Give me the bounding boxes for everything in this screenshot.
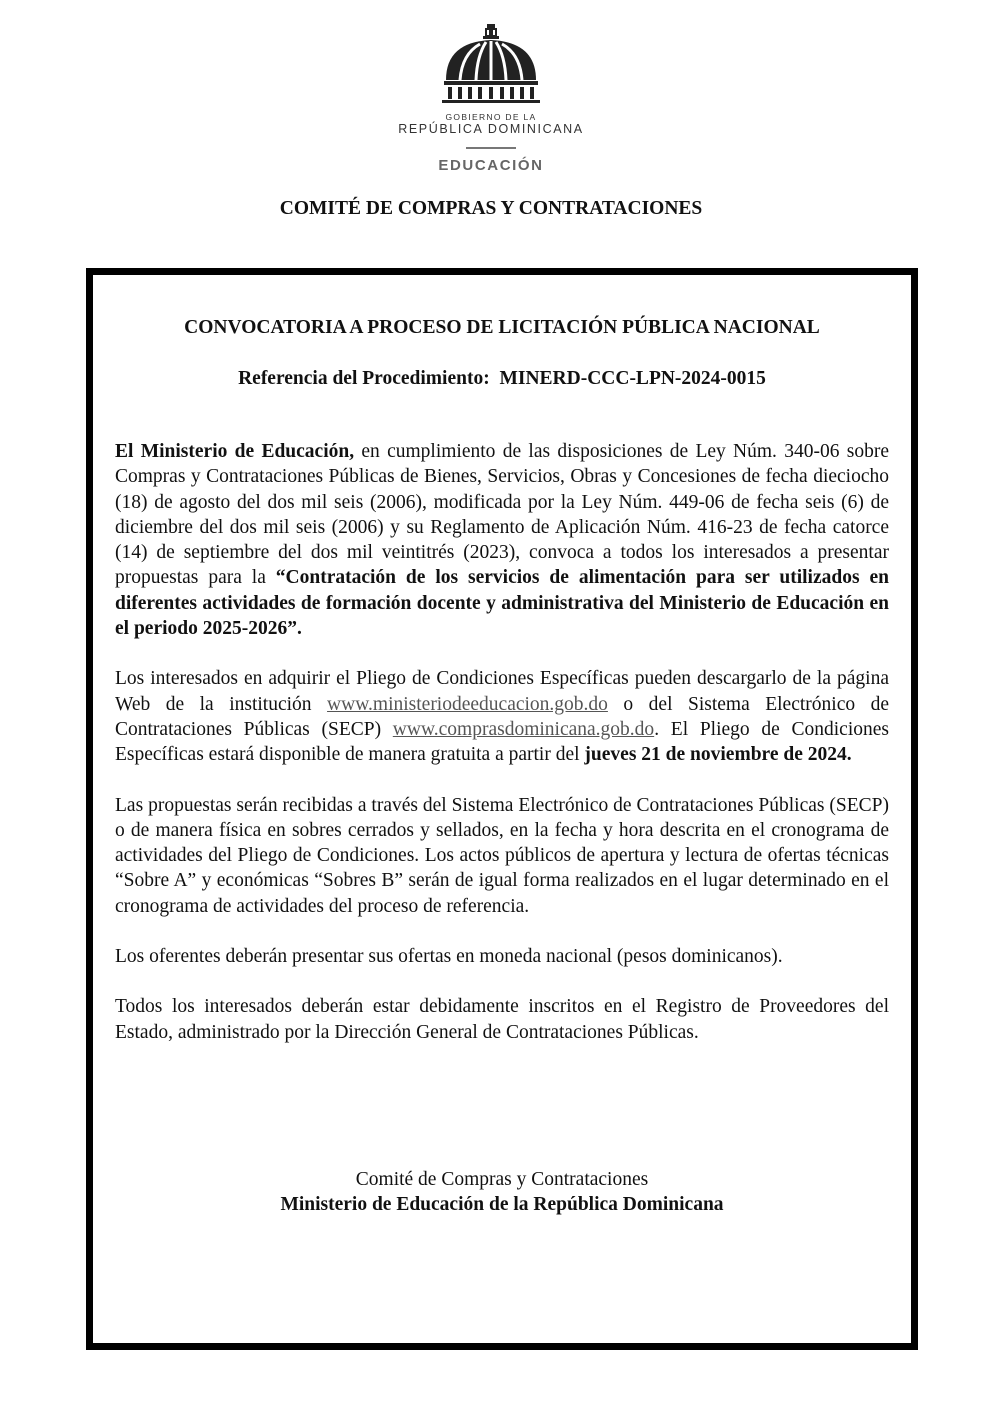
signature-organization: Ministerio de Educación de la República Dominicana (280, 1194, 724, 1215)
paragraph-download (115, 666, 889, 767)
convocation-text: en cumplimiento de las disposiciones de Ley Núm. 340-06 sobre Compras y Contrataciones Públicas de Bienes, Servicios, Obras y Concesiones de fecha dieciocho (18) de agosto del dos mil seis (2006), modificada por la Ley Núm. 449-06 de fecha seis (6) de diciembre del dos mil seis (2006) y su Reglamento de Aplicación Núm. 416-23 de fecha catorce (14) de septiembre del dos mil veintitrés (2023), convoca a todos los interesados a presentar propuestas para la (115, 441, 889, 589)
paragraph-registry: Todos los interesados deberán estar debidamente inscritos en el Registro de Proveedores del Estado, administrado por la Dirección General de Contrataciones Públicas. (115, 996, 889, 1043)
ministry-website-link[interactable]: www.ministeriodeeducacion.gob.do (327, 693, 608, 715)
signature-committee: Comité de Compras y Contrataciones (355, 1169, 649, 1190)
paragraph-reception: Las propuestas serán recibidas a través del Sistema Electrónico de Contrataciones Públicas (SECP) o de manera física en sobres cerrados y sellados, en la fecha y hora descrita en el cronograma de actividades del Pliego de Condiciones. Los actos públicos de apertura y lectura de ofertas técnicas “Sobre A” y económicas “Sobres B” serán de igual forma realizados en el lugar determinado en el cronograma de actividades del proceso de referencia. (115, 794, 889, 917)
procedure-reference (115, 368, 889, 390)
logo-subtitle: GOBIERNO DE LA (445, 112, 537, 122)
download-text-b: o del Sistema Electrónico de Contrataciones Públicas (SECP) (115, 693, 889, 740)
logo-department: EDUCACIÓN (438, 157, 544, 174)
ministry-lead: El Ministerio de Educación, (115, 441, 355, 462)
notice-content (115, 275, 889, 1343)
logo-country: REPÚBLICA DOMINICANA (398, 122, 584, 136)
dome-icon (436, 20, 546, 110)
reference-label: Referencia del Procedimiento: (238, 368, 490, 389)
paragraph-currency: Los oferentes deberán presentar sus ofertas en moneda nacional (pesos dominicanos). (115, 946, 783, 968)
paragraph-convocation (115, 439, 889, 641)
notice-frame (86, 268, 918, 1350)
notice-title: CONVOCATORIA A PROCESO DE LICITACIÓN PÚBLICA NACIONAL (184, 317, 820, 338)
signature-block (115, 1167, 889, 1217)
download-text-a: Los interesados en adquirir el Pliego de Condiciones Específicas pueden descargarlo de la página Web de la institución (115, 668, 889, 715)
notice-body (115, 439, 889, 1070)
committee-title: COMITÉ DE COMPRAS Y CONTRATACIONES (279, 198, 703, 219)
secp-website-link[interactable]: www.comprasdominicana.gob.do (392, 718, 655, 740)
availability-date: jueves 21 de noviembre de 2024. (584, 744, 852, 766)
reference-code: MINERD-CCC-LPN-2024-0015 (499, 368, 766, 389)
contract-object: “Contratación de los servicios de alimentación para ser utilizados en diferentes actividades de formación docente y administrativa del Ministerio de Educación en el periodo 2025-2026”. (115, 567, 889, 640)
download-text-c: . El Pliego de Condiciones Específicas estará disponible de manera gratuita a partir del (115, 718, 889, 766)
letterhead (0, 20, 982, 180)
logo-divider (466, 147, 516, 149)
government-logo (386, 20, 596, 180)
